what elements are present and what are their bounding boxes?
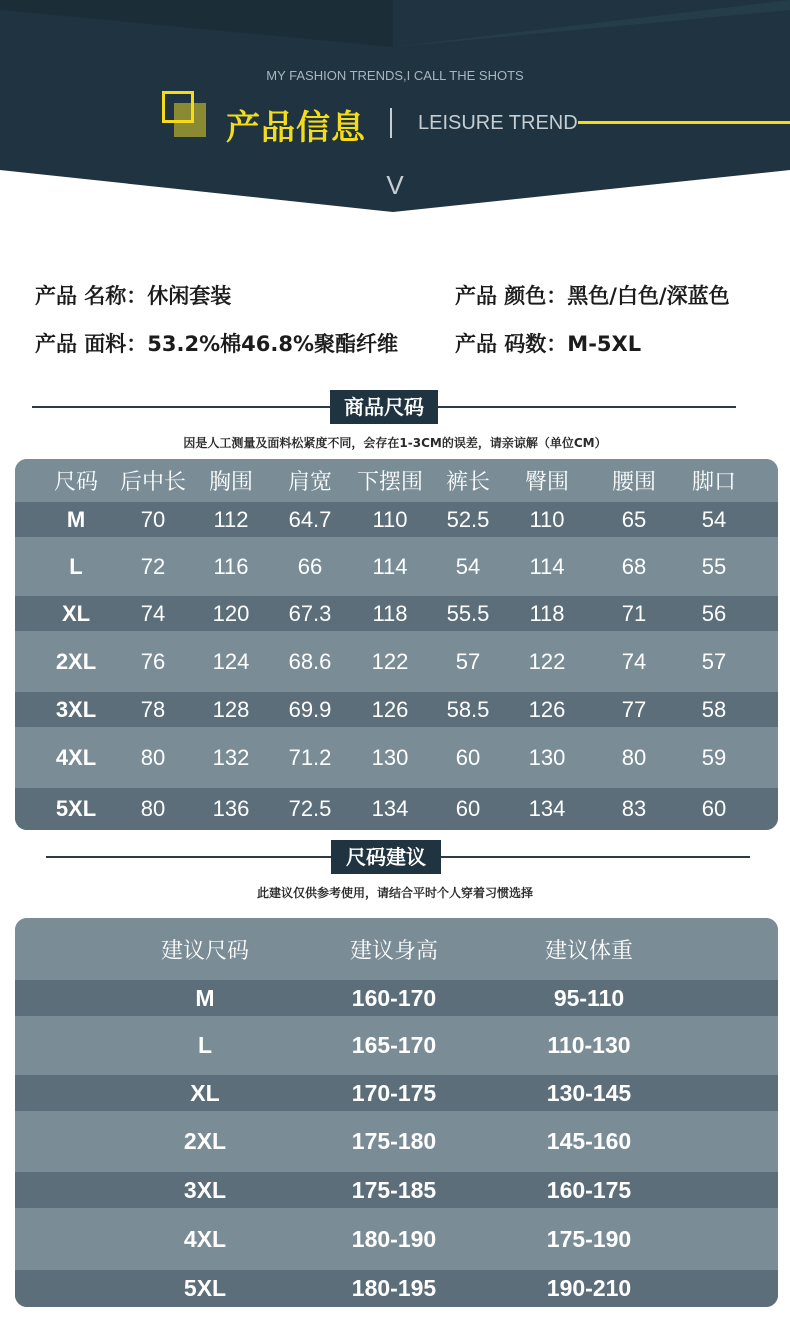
- table-cell: 68.6: [288, 648, 332, 674]
- table-cell: 126: [528, 696, 566, 722]
- table-cell: 60: [455, 796, 481, 821]
- size-label: XL: [190, 1079, 220, 1106]
- product-color: 产品 颜色：黑色/白色/深蓝色: [455, 284, 730, 308]
- product-sizes: 产品 码数：M-5XL: [455, 332, 642, 356]
- size-label: 2XL: [55, 648, 97, 674]
- table-cell: 145-160: [546, 1128, 632, 1154]
- table-cell: 120: [212, 600, 250, 626]
- column-header: 臀围: [524, 470, 569, 495]
- table-cell: 70: [140, 506, 166, 532]
- size-chart-row: [15, 788, 778, 830]
- table-cell: 130-145: [546, 1079, 632, 1106]
- size-advice-row: [15, 980, 778, 1016]
- table-cell: 60: [455, 744, 481, 770]
- column-header: 尺码: [53, 470, 98, 495]
- table-cell: 69.9: [288, 696, 332, 722]
- size-advice-row: [15, 1270, 778, 1307]
- table-cell: 160-170: [351, 984, 437, 1011]
- table-cell: 74: [621, 648, 647, 674]
- header-banner: [0, 0, 790, 215]
- size-label: 5XL: [55, 796, 97, 821]
- column-header: 肩宽: [287, 470, 332, 495]
- table-cell: 110: [529, 506, 565, 532]
- table-cell: 71.2: [288, 744, 332, 770]
- size-chart-row: [15, 727, 778, 788]
- table-cell: 66: [297, 553, 323, 579]
- size-advice-row: [15, 1075, 778, 1111]
- table-cell: 110: [372, 506, 408, 532]
- table-cell: 95-110: [553, 984, 625, 1011]
- table-cell: 72.5: [288, 796, 332, 821]
- size-advice-heading: 尺码建议: [331, 840, 441, 874]
- table-cell: 55.5: [446, 600, 490, 626]
- column-header: 建议体重: [544, 938, 633, 964]
- banner-subtitle: LEISURE TREND: [418, 112, 578, 134]
- size-label: 2XL: [183, 1128, 227, 1154]
- table-cell: 77: [621, 696, 647, 722]
- size-label: M: [195, 984, 215, 1011]
- size-advice-row: [15, 1172, 778, 1208]
- table-cell: 110-130: [547, 1032, 631, 1058]
- size-label: M: [66, 506, 86, 532]
- banner-title: 产品信息: [226, 108, 366, 148]
- column-header: 裤长: [445, 470, 490, 495]
- size-label: 3XL: [183, 1176, 227, 1203]
- table-cell: 74: [140, 600, 166, 626]
- table-cell: 134: [528, 796, 566, 821]
- table-cell: 57: [701, 648, 727, 674]
- table-cell: 118: [529, 600, 565, 626]
- table-cell: 128: [212, 696, 250, 722]
- size-chart-row: [15, 596, 778, 631]
- size-label: 3XL: [55, 696, 97, 722]
- banner-separator: [390, 108, 392, 138]
- column-header: 下摆围: [356, 470, 423, 495]
- size-advice-row: [15, 1111, 778, 1172]
- product-fabric: 产品 面料：53.2%棉46.8%聚酯纤维: [35, 332, 399, 356]
- table-cell: 130: [528, 744, 566, 770]
- size-label: XL: [61, 600, 91, 626]
- size-label: 5XL: [183, 1275, 227, 1301]
- size-advice-header-row: [15, 918, 778, 980]
- table-cell: 59: [701, 744, 727, 770]
- table-cell: 58: [701, 696, 727, 722]
- table-cell: 68: [621, 553, 647, 579]
- table-cell: 112: [213, 506, 249, 532]
- size-chart-header-row: [15, 459, 778, 502]
- banner-tagline: MY FASHION TRENDS,I CALL THE SHOTS: [266, 68, 524, 83]
- table-cell: 126: [371, 696, 409, 722]
- table-cell: 165-170: [351, 1032, 437, 1058]
- chevron-down-icon: V: [386, 170, 404, 200]
- column-header: 后中长: [119, 470, 186, 495]
- size-advice-row: [15, 1016, 778, 1075]
- table-cell: 175-190: [546, 1225, 632, 1252]
- table-cell: 78: [140, 696, 166, 722]
- table-cell: 118: [372, 600, 408, 626]
- size-chart-row: [15, 502, 778, 537]
- product-name: 产品 名称：休闲套装: [35, 284, 232, 308]
- table-cell: 160-175: [546, 1176, 632, 1203]
- table-cell: 55: [701, 553, 727, 579]
- table-cell: 67.3: [288, 600, 332, 626]
- table-cell: 122: [528, 648, 566, 674]
- column-header: 建议尺码: [160, 938, 249, 964]
- decorative-squares-icon: [162, 91, 206, 137]
- table-cell: 134: [371, 796, 409, 821]
- table-cell: 80: [621, 744, 647, 770]
- table-cell: 58.5: [446, 696, 490, 722]
- table-cell: 57: [455, 648, 481, 674]
- size-advice-table: [15, 918, 778, 1307]
- column-header: 胸围: [208, 470, 253, 495]
- table-cell: 114: [529, 553, 565, 579]
- table-cell: 76: [140, 648, 166, 674]
- table-cell: 60: [701, 796, 727, 821]
- table-cell: 130: [371, 744, 409, 770]
- table-cell: 80: [140, 796, 166, 821]
- table-cell: 71: [621, 600, 647, 626]
- table-cell: 175-180: [351, 1128, 437, 1154]
- size-label: 4XL: [55, 744, 97, 770]
- table-cell: 83: [621, 796, 647, 821]
- size-label: 4XL: [183, 1225, 227, 1252]
- size-label: L: [69, 553, 83, 579]
- table-cell: 64.7: [288, 506, 332, 532]
- size-advice-row: [15, 1208, 778, 1270]
- table-cell: 170-175: [351, 1079, 437, 1106]
- column-header: 腰围: [611, 470, 656, 495]
- table-cell: 132: [212, 744, 250, 770]
- table-cell: 180-195: [351, 1275, 437, 1301]
- table-cell: 52.5: [446, 506, 490, 532]
- table-cell: 122: [371, 648, 409, 674]
- column-header: 建议身高: [349, 938, 438, 964]
- table-cell: 114: [372, 553, 408, 579]
- size-chart-heading: 商品尺码: [330, 390, 438, 424]
- size-chart-table: [15, 459, 778, 830]
- table-cell: 175-185: [351, 1176, 437, 1203]
- size-label: L: [197, 1032, 213, 1058]
- table-cell: 54: [455, 553, 481, 579]
- table-cell: 56: [701, 600, 727, 626]
- column-header: 脚口: [691, 470, 736, 495]
- table-cell: 136: [212, 796, 250, 821]
- table-cell: 190-210: [546, 1275, 632, 1301]
- size-chart-row: [15, 631, 778, 692]
- size-advice-note: 此建议仅供参考使用，请结合平时个人穿着习惯选择: [256, 886, 533, 900]
- table-cell: 80: [140, 744, 166, 770]
- size-chart-note: 因是人工测量及面料松紧度不同，会存在1-3CM的误差，请亲谅解（单位CM）: [183, 436, 607, 450]
- table-cell: 124: [212, 648, 250, 674]
- table-cell: 72: [140, 553, 166, 579]
- banner-accent-line: [578, 121, 790, 124]
- table-cell: 65: [621, 506, 647, 532]
- size-chart-row: [15, 537, 778, 596]
- table-cell: 180-190: [351, 1225, 437, 1252]
- size-chart-row: [15, 692, 778, 727]
- table-cell: 116: [213, 553, 249, 579]
- table-cell: 54: [701, 506, 727, 532]
